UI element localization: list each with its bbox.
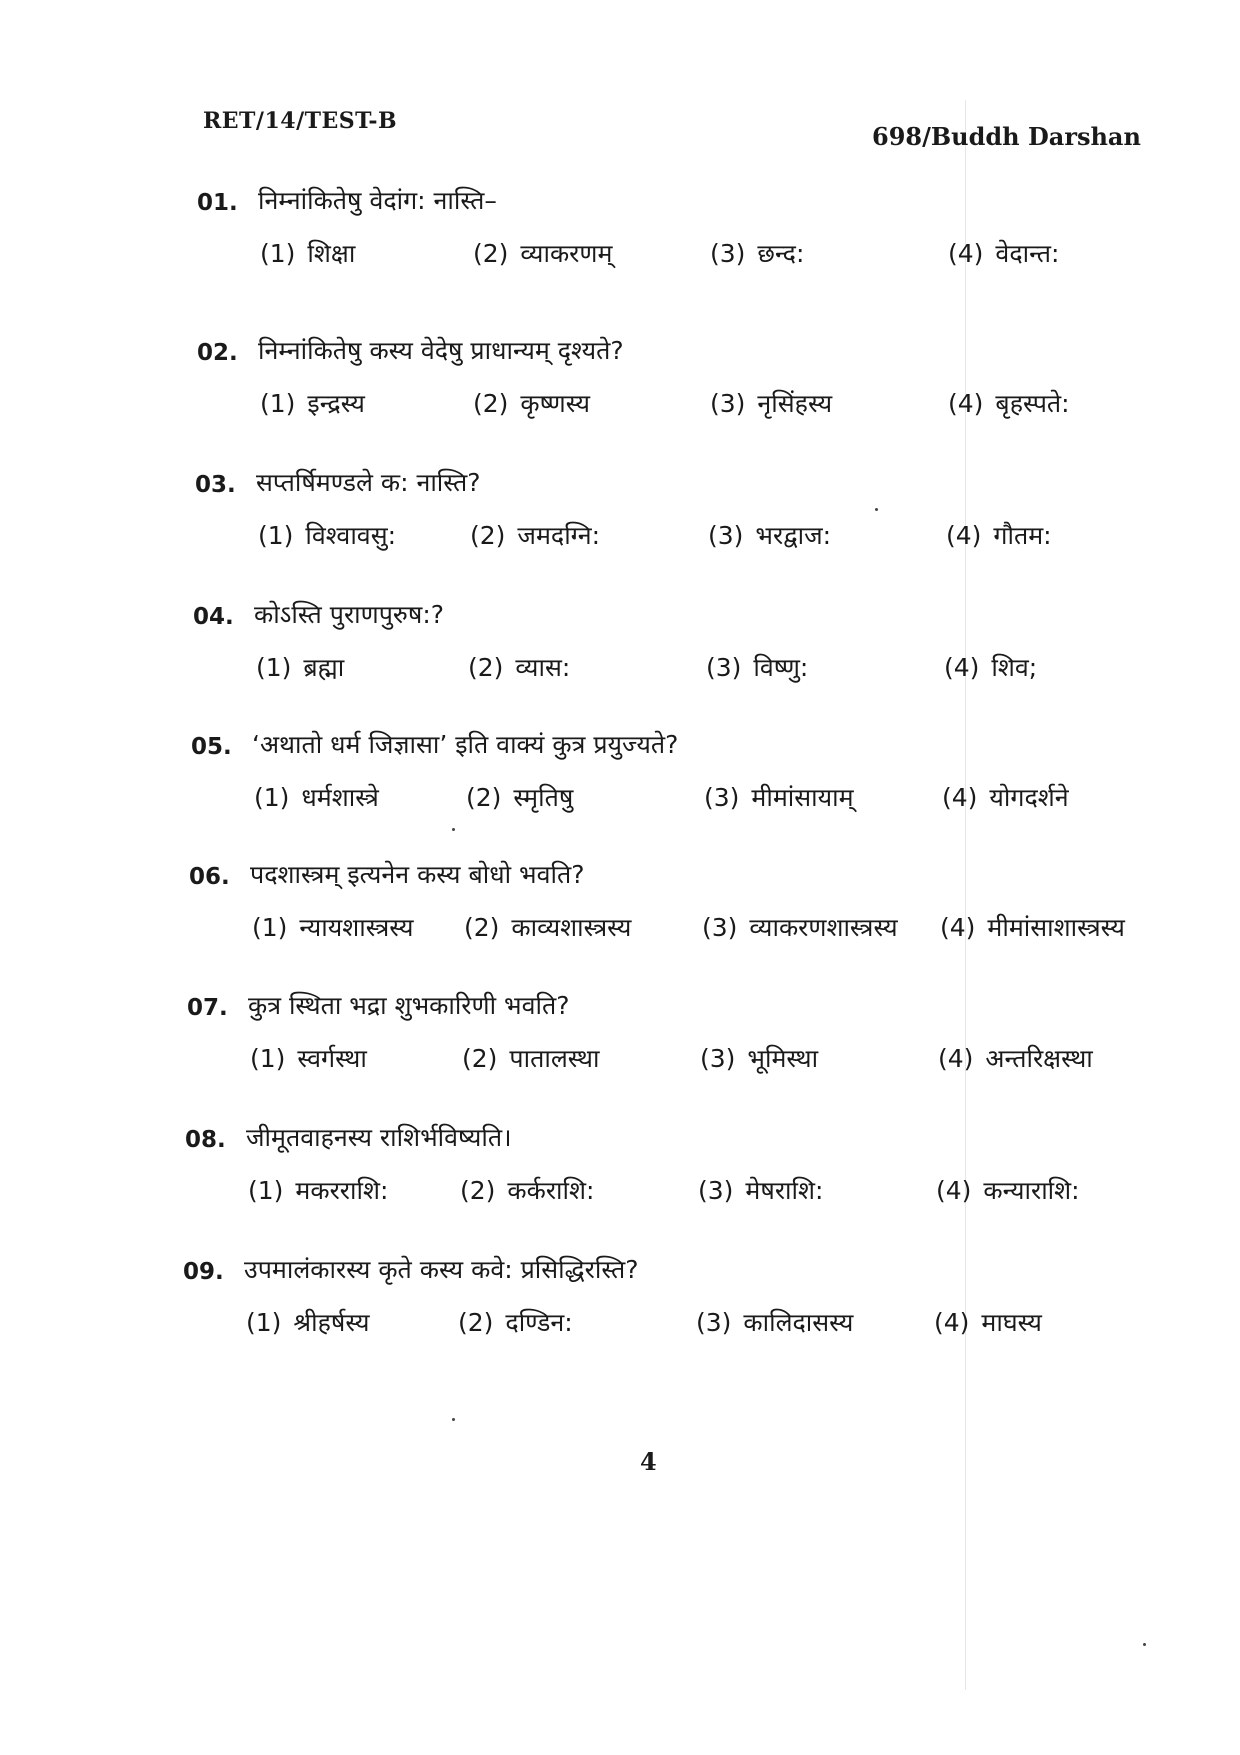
- question-number: 03.: [195, 472, 236, 498]
- page-number: 4: [640, 1447, 657, 1476]
- option-text: धर्मशास्त्रे: [301, 783, 379, 812]
- option-text: कृष्णस्य: [520, 389, 590, 418]
- option-number: (2): [460, 1176, 496, 1205]
- option-text: कन्याराशि:: [983, 1176, 1080, 1205]
- option-1: [254, 780, 379, 814]
- question: [0, 178, 1240, 298]
- option-text: ब्रह्मा: [303, 653, 345, 682]
- question-number: 09.: [183, 1259, 224, 1285]
- question: [0, 983, 1240, 1103]
- question: [0, 460, 1240, 580]
- option-number: (4): [938, 1044, 974, 1073]
- option-3: [706, 650, 808, 684]
- option-number: (1): [246, 1308, 282, 1337]
- option-text: व्याकरणशास्त्रस्य: [749, 913, 898, 942]
- scan-speck: [452, 828, 455, 831]
- option-number: (2): [466, 783, 502, 812]
- option-number: (4): [940, 913, 976, 942]
- option-number: (2): [470, 521, 506, 550]
- option-number: (1): [254, 783, 290, 812]
- question-number: 07.: [187, 995, 228, 1021]
- option-1: [250, 1041, 367, 1075]
- subject-code: 698/Buddh Darshan: [872, 122, 1141, 151]
- question-text: कोऽस्ति पुराणपुरुष:?: [254, 600, 445, 629]
- option-3: [696, 1305, 853, 1339]
- option-number: (3): [702, 913, 738, 942]
- option-1: [258, 518, 396, 552]
- option-3: [698, 1173, 823, 1207]
- option-number: (1): [248, 1176, 284, 1205]
- option-number: (3): [698, 1176, 734, 1205]
- option-3: [704, 780, 854, 814]
- option-4: [938, 1041, 1093, 1075]
- question-text: निम्नांकितेषु वेदांग: नास्ति–: [258, 186, 497, 215]
- option-text: स्वर्गस्था: [297, 1044, 367, 1073]
- option-number: (1): [252, 913, 288, 942]
- option-4: [948, 236, 1059, 270]
- option-number: (2): [458, 1308, 494, 1337]
- option-number: (4): [948, 389, 984, 418]
- option-number: (2): [462, 1044, 498, 1073]
- option-2: [470, 518, 600, 552]
- option-number: (4): [948, 239, 984, 268]
- question-number: 01.: [197, 190, 238, 216]
- question: [0, 592, 1240, 712]
- option-3: [702, 910, 898, 944]
- option-text: छन्द:: [757, 239, 805, 268]
- option-text: पातालस्था: [509, 1044, 600, 1073]
- option-text: शिव;: [991, 653, 1038, 682]
- option-4: [948, 386, 1070, 420]
- option-text: नृसिंहस्य: [757, 389, 833, 418]
- option-number: (1): [256, 653, 292, 682]
- scan-speck: [1143, 1643, 1146, 1646]
- option-number: (4): [934, 1308, 970, 1337]
- question: [0, 1247, 1240, 1367]
- option-1: [260, 386, 365, 420]
- option-number: (4): [942, 783, 978, 812]
- option-number: (3): [696, 1308, 732, 1337]
- option-2: [466, 780, 573, 814]
- option-text: जमदग्नि:: [517, 521, 600, 550]
- option-text: भूमिस्था: [747, 1044, 819, 1073]
- question-number: 05.: [191, 734, 232, 760]
- option-4: [944, 650, 1037, 684]
- option-text: न्यायशास्त्रस्य: [299, 913, 414, 942]
- option-1: [252, 910, 414, 944]
- option-1: [246, 1305, 370, 1339]
- option-number: (4): [946, 521, 982, 550]
- option-3: [710, 386, 832, 420]
- option-4: [940, 910, 1125, 944]
- option-number: (3): [710, 389, 746, 418]
- question-number: 08.: [185, 1127, 226, 1153]
- question-text: पदशास्त्रम् इत्यनेन कस्य बोधो भवति?: [250, 860, 585, 889]
- question: [0, 328, 1240, 448]
- option-number: (2): [468, 653, 504, 682]
- option-text: मीमांसाशास्त्रस्य: [987, 913, 1125, 942]
- question-text: कुत्र स्थिता भद्रा शुभकारिणी भवति?: [248, 991, 570, 1020]
- option-text: बृहस्पते:: [995, 389, 1070, 418]
- option-2: [473, 236, 612, 270]
- option-2: [468, 650, 570, 684]
- option-3: [710, 236, 804, 270]
- question: [0, 852, 1240, 972]
- question-text: निम्नांकितेषु कस्य वेदेषु प्राधान्यम् दृश्यते?: [258, 336, 624, 365]
- option-number: (1): [260, 389, 296, 418]
- option-2: [473, 386, 590, 420]
- option-text: मीमांसायाम्: [751, 783, 854, 812]
- option-2: [458, 1305, 573, 1339]
- option-3: [700, 1041, 818, 1075]
- question-number: 04.: [193, 604, 234, 630]
- option-text: व्यास:: [515, 653, 571, 682]
- option-number: (3): [706, 653, 742, 682]
- option-text: कर्कराशि:: [507, 1176, 595, 1205]
- option-1: [260, 236, 355, 270]
- option-text: मकरराशि:: [295, 1176, 389, 1205]
- option-text: श्रीहर्षस्य: [293, 1308, 370, 1337]
- option-2: [462, 1041, 599, 1075]
- option-text: काव्यशास्त्रस्य: [511, 913, 632, 942]
- scan-speck: [452, 1418, 455, 1421]
- option-text: विष्णु:: [753, 653, 809, 682]
- option-number: (2): [473, 239, 509, 268]
- test-code: RET/14/TEST-B: [203, 108, 398, 134]
- option-4: [946, 518, 1052, 552]
- option-text: इन्द्रस्य: [307, 389, 365, 418]
- question-text: सप्तर्षिमण्डले क: नास्ति?: [256, 468, 481, 497]
- option-1: [248, 1173, 388, 1207]
- option-text: वेदान्त:: [995, 239, 1060, 268]
- option-text: माघस्य: [981, 1308, 1042, 1337]
- option-text: व्याकरणम्: [520, 239, 613, 268]
- question-text: ‘अथातो धर्म जिज्ञासा’ इति वाक्यं कुत्र प्रयुज्यते?: [252, 730, 679, 759]
- scan-speck: [875, 508, 878, 511]
- option-text: दण्डिन:: [505, 1308, 573, 1337]
- option-1: [256, 650, 344, 684]
- option-number: (1): [260, 239, 296, 268]
- option-text: भरद्वाज:: [755, 521, 832, 550]
- option-text: गौतम:: [993, 521, 1052, 550]
- option-2: [464, 910, 631, 944]
- option-text: स्मृतिषु: [513, 783, 574, 812]
- option-text: कालिदासस्य: [743, 1308, 854, 1337]
- option-number: (1): [258, 521, 294, 550]
- option-number: (3): [708, 521, 744, 550]
- question-number: 02.: [197, 340, 238, 366]
- option-text: शिक्षा: [307, 239, 356, 268]
- option-number: (1): [250, 1044, 286, 1073]
- option-text: विश्वावसु:: [305, 521, 397, 550]
- option-number: (3): [710, 239, 746, 268]
- question-number: 06.: [189, 864, 230, 890]
- option-3: [708, 518, 831, 552]
- option-text: मेषराशि:: [745, 1176, 824, 1205]
- option-4: [936, 1173, 1080, 1207]
- option-number: (4): [936, 1176, 972, 1205]
- question-text: उपमालंकारस्य कृते कस्य कवे: प्रसिद्धिरस्ति?: [244, 1255, 639, 1284]
- option-4: [942, 780, 1069, 814]
- option-number: (3): [700, 1044, 736, 1073]
- option-text: अन्तरिक्षस्था: [985, 1044, 1093, 1073]
- option-text: योगदर्शने: [989, 783, 1069, 812]
- option-number: (3): [704, 783, 740, 812]
- option-number: (2): [473, 389, 509, 418]
- question-text: जीमूतवाहनस्य राशिर्भविष्यति।: [246, 1123, 512, 1152]
- option-4: [934, 1305, 1042, 1339]
- option-number: (4): [944, 653, 980, 682]
- question: [0, 722, 1240, 842]
- question: [0, 1115, 1240, 1235]
- option-number: (2): [464, 913, 500, 942]
- option-2: [460, 1173, 594, 1207]
